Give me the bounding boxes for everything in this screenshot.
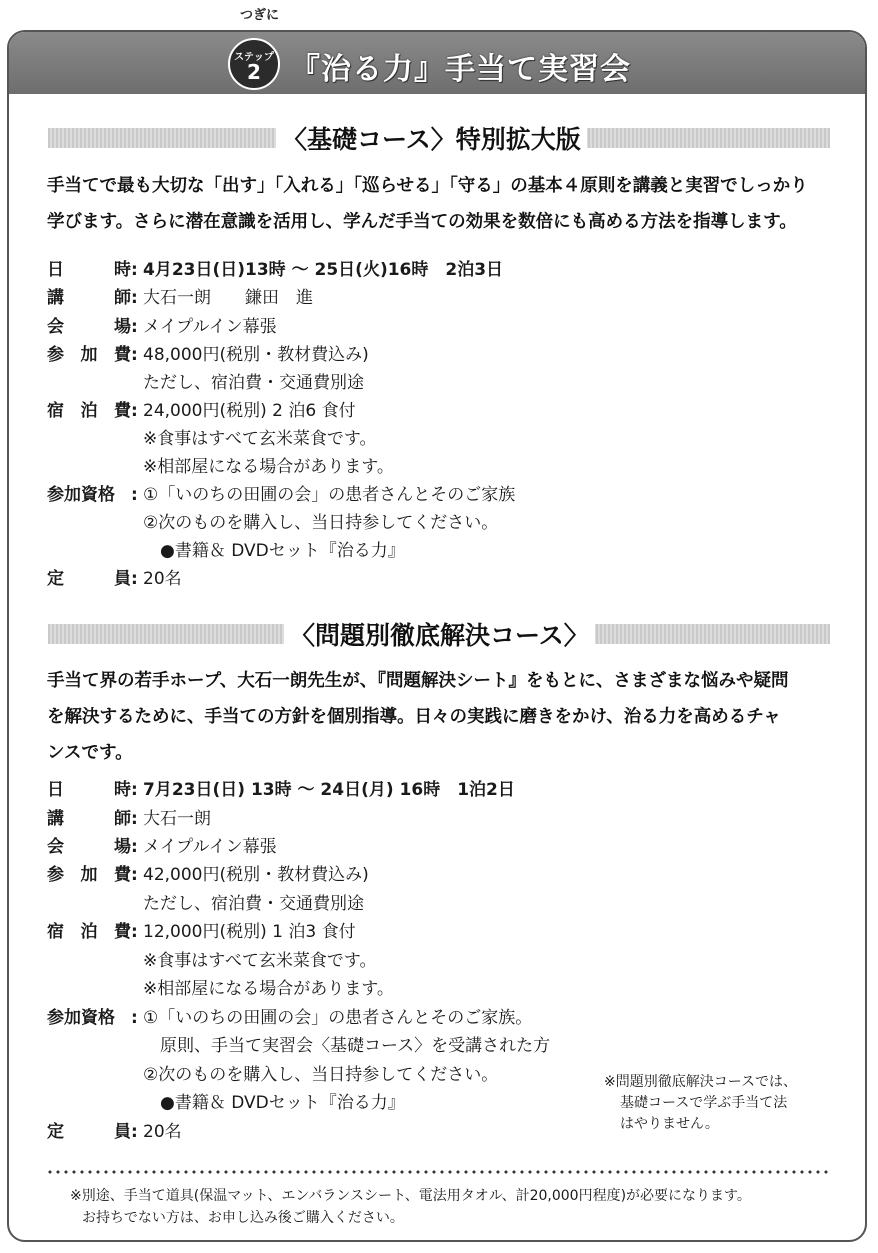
required-items: ●書籍＆ DVDセット『治る力』 — [160, 1093, 405, 1113]
colon: : — [131, 401, 138, 421]
side-note-line: 基礎コースで学ぶ手当て法 — [620, 1095, 788, 1111]
colon: : — [131, 922, 138, 942]
fee-value: 48,000円(税別・教材費込み) — [143, 345, 369, 365]
side-note — [604, 1072, 797, 1135]
lodging-note: ※相部屋になる場合があります。 — [143, 457, 394, 477]
step-next-label: つぎに — [240, 8, 280, 23]
description-line: 学びます。さらに潜在意識を活用し、学んだ手当ての効果を数倍にも高める方法を指導します。 — [47, 212, 797, 232]
venue-value: メイプルイン幕張 — [143, 837, 277, 857]
instructor-value: 大石一朗 — [143, 809, 211, 829]
venue-value: メイプルイン幕張 — [143, 317, 277, 337]
description-line: 手当てで最も大切な「出す」「入れる」「巡らせる」「守る」の基本４原則を講義と実習でしっかり — [47, 176, 808, 196]
lodging-note: ※相部屋になる場合があります。 — [143, 979, 394, 999]
description-line: を解決するために、手当ての方針を個別指導。日々の実践に磨きをかけ、治る力を高めるチャ — [47, 707, 781, 727]
colon: : — [131, 809, 138, 829]
lodging-note: ※食事はすべて玄米菜食です。 — [143, 429, 377, 449]
lodging-value: 24,000円(税別) 2 泊6 食付 — [143, 401, 356, 421]
instructor-value: 大石一朗 鎌田 進 — [143, 288, 313, 308]
required-items: ●書籍＆ DVDセット『治る力』 — [160, 541, 405, 561]
capacity-value: 20名 — [143, 569, 182, 589]
eligibility-line: ②次のものを購入し、当日持参してください。 — [143, 1065, 499, 1085]
row-label: 参 加 費 — [47, 865, 131, 885]
course-description — [47, 168, 847, 240]
description-line: ンスです。 — [47, 743, 133, 763]
colon: : — [131, 345, 138, 365]
row-label: 会 場 — [47, 837, 131, 857]
fee-note: ただし、宿泊費・交通費別途 — [143, 894, 364, 914]
step-badge-number: 2 — [247, 60, 261, 84]
schedule-value: 4月23日(日)13時 〜 25日(火)16時 2泊3日 — [143, 260, 504, 280]
colon: : — [131, 317, 138, 337]
section-heading-problem — [48, 620, 830, 650]
row-label: 講 師 — [47, 288, 131, 308]
row-label: 会 場 — [47, 317, 131, 337]
capacity-value: 20名 — [143, 1122, 182, 1142]
description-line: 手当て界の若手ホープ、大石一朗先生が、『問題解決シート』をもとに、さまざまな悩みや疑問 — [47, 671, 789, 691]
row-label: 定 員 — [47, 1122, 131, 1142]
step-badge-label: ステップ — [234, 52, 274, 63]
eligibility-line: ②次のものを購入し、当日持参してください。 — [143, 513, 499, 533]
schedule-value: 7月23日(日) 13時 〜 24日(月) 16時 1泊2日 — [143, 780, 515, 800]
section-heading-basic — [48, 124, 830, 154]
colon: : — [131, 865, 138, 885]
colon: : — [131, 1122, 138, 1142]
row-label: 日 時 — [47, 260, 131, 280]
step-badge — [228, 38, 280, 90]
colon: : — [131, 1008, 138, 1028]
page-title: 『治る力』手当て実習会 — [290, 52, 631, 87]
footer-line: ※別途、手当て道具(保温マット、エンバランスシート、電法用タオル、計20,000円程度)が必要になります。 — [70, 1188, 751, 1204]
row-label: 定 員 — [47, 569, 131, 589]
row-label: 参加資格 — [47, 1008, 115, 1028]
fee-value: 42,000円(税別・教材費込み) — [143, 865, 369, 885]
colon: : — [131, 569, 138, 589]
side-note-line: はやりません。 — [620, 1116, 719, 1132]
colon: : — [131, 780, 138, 800]
row-label: 日 時 — [47, 780, 131, 800]
side-note-line: ※問題別徹底解決コースでは、 — [604, 1074, 798, 1090]
section-heading-label: 〈基礎コース〉特別拡大版 — [276, 120, 587, 156]
lodging-note: ※食事はすべて玄米菜食です。 — [143, 951, 377, 971]
section-heading-label: 〈問題別徹底解決コース〉 — [284, 616, 595, 652]
eligibility-line: 原則、手当て実習会〈基礎コース〉を受講された方 — [160, 1036, 551, 1056]
course-description — [47, 663, 847, 771]
row-label: 参 加 費 — [47, 345, 131, 365]
dotted-divider — [46, 1170, 830, 1174]
lodging-value: 12,000円(税別) 1 泊3 食付 — [143, 922, 356, 942]
colon: : — [131, 260, 138, 280]
footer-line: お持ちでない方は、お申し込み後ご購入ください。 — [82, 1210, 404, 1226]
eligibility-value: ①「いのちの田圃の会」の患者さんとそのご家族 — [143, 485, 516, 505]
row-label: 宿 泊 費 — [47, 922, 131, 942]
colon: : — [131, 837, 138, 857]
fee-note: ただし、宿泊費・交通費別途 — [143, 373, 364, 393]
colon: : — [131, 288, 138, 308]
footer-note — [70, 1185, 751, 1229]
eligibility-value: ①「いのちの田圃の会」の患者さんとそのご家族。 — [143, 1008, 533, 1028]
row-label: 参加資格 — [47, 485, 115, 505]
colon: : — [131, 485, 138, 505]
row-label: 講 師 — [47, 809, 131, 829]
row-label: 宿 泊 費 — [47, 401, 131, 421]
